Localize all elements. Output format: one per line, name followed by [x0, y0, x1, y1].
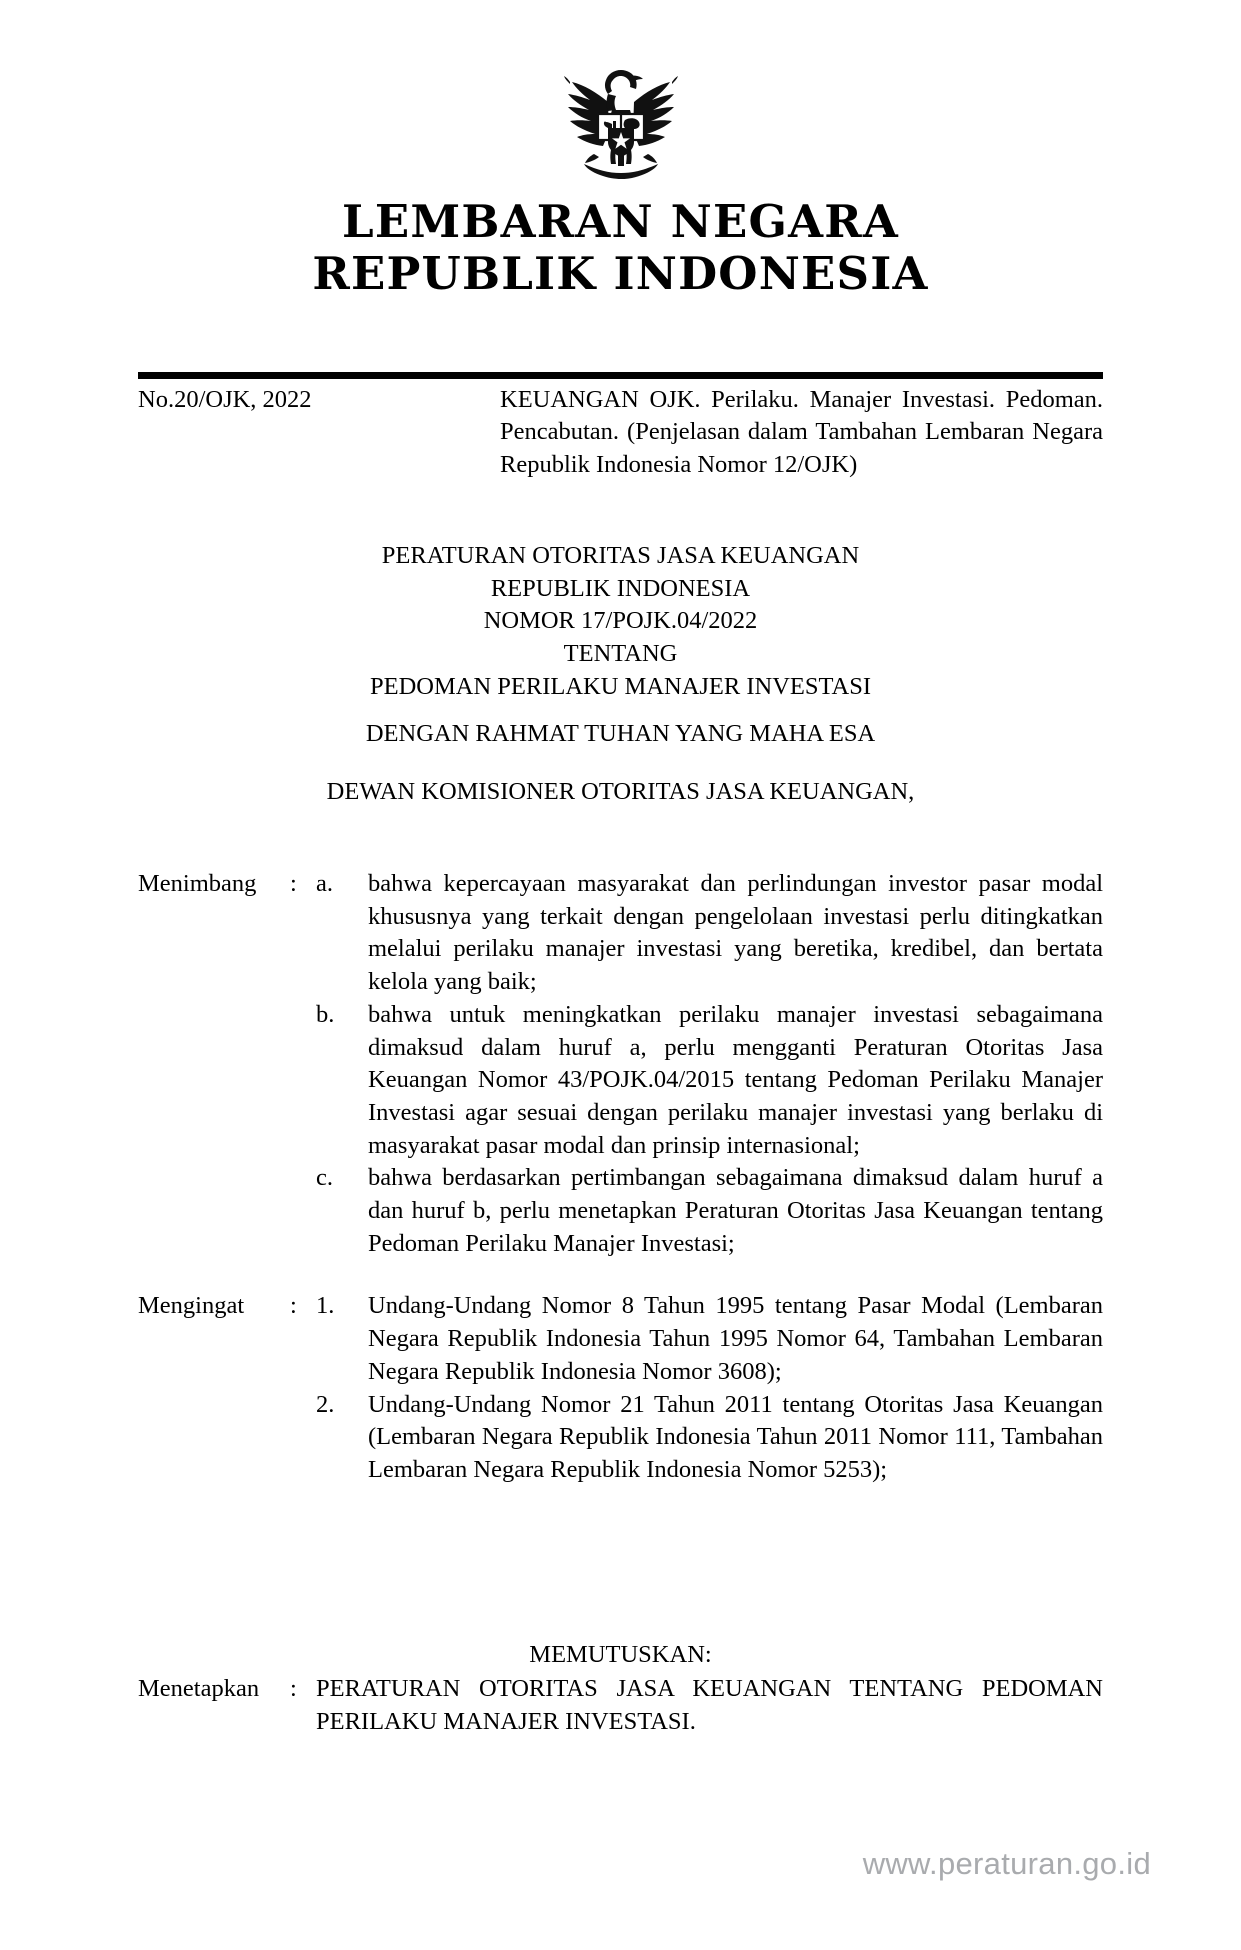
deciding-row: [138, 1673, 1103, 1738]
considering-item-a: [138, 868, 1103, 999]
considering-text-a: bahwa kepercayaan masyarakat dan perlindungan investor pasar modal khususnya yang terkait dengan pengelolaan investasi perlu ditingkatkan melalui perilaku manajer investasi yang beretika, kredibel, dan bertata kelola yang baik;: [368, 870, 1103, 996]
garuda-pancasila-emblem: [546, 58, 696, 183]
recalling-group: [138, 1290, 1103, 1486]
title-line-authority: PERATURAN OTORITAS JASA KEUANGAN: [381, 542, 860, 569]
considering-colon: :: [290, 870, 297, 897]
recalling-item-2: [138, 1389, 1103, 1487]
section-gap: [138, 1260, 1103, 1290]
footer-watermark: www.peraturan.go.id: [862, 1846, 1151, 1881]
title-line-number: NOMOR 17/POJK.04/2022: [483, 607, 758, 635]
deciding-label: Menetapkan: [138, 1675, 260, 1702]
regulation-title-block: [0, 540, 1241, 704]
considering-group: [138, 868, 1103, 1260]
masthead-line-lembaran-negara: LEMBARAN NEGARA: [342, 195, 899, 248]
gazette-header: [138, 384, 1103, 481]
considering-item-b: [138, 999, 1103, 1163]
masthead: [0, 196, 1241, 300]
deciding-heading: MEMUTUSKAN:: [529, 1641, 712, 1668]
recalling-colon: :: [290, 1292, 297, 1320]
council-line: DEWAN KOMISIONER OTORITAS JASA KEUANGAN,: [326, 778, 915, 805]
considering-item-c: [138, 1162, 1103, 1260]
recalling-text-1: Undang-Undang Nomor 8 Tahun 1995 tentang Pasar Modal (Lembaran Negara Republik Indonesia Tahun 1995 Nomor 64, Tambahan Lembaran Negara Republik Indonesia Nomor 3608);: [368, 1292, 1103, 1385]
considering-text-b: bahwa untuk meningkatkan perilaku manajer investasi sebagaimana dimaksud dalam huruf a, perlu mengganti Peraturan Otoritas Jasa Keuangan Nomor 43/POJK.04/2015 tentang Pedoman Perilaku Manajer Investasi agar sesuai dengan perilaku manajer investasi yang berlaku di masyarakat pasar modal dan prinsip internasional;: [368, 1000, 1103, 1159]
considering-marker-b: b.: [316, 1000, 335, 1028]
gazette-subject: KEUANGAN OJK. Perilaku. Manajer Investasi. Pedoman. Pencabutan. (Penjelasan dalam Tambahan Lembaran Negara Republik Indonesia Nomor 12/OJK): [500, 386, 1103, 478]
header-divider: [138, 372, 1103, 379]
recalling-marker-2: 2.: [316, 1390, 335, 1418]
emblem-container: [0, 58, 1241, 188]
deciding-text: PERATURAN OTORITAS JASA KEUANGAN TENTANG PEDOMAN PERILAKU MANAJER INVESTASI.: [316, 1675, 1103, 1735]
recalling-marker-1: 1.: [316, 1292, 335, 1320]
clauses-section: [138, 868, 1103, 1487]
gazette-number: No.20/OJK, 2022: [138, 386, 312, 413]
title-line-subject: PEDOMAN PERILAKU MANAJER INVESTASI: [370, 672, 871, 700]
masthead-line-republik-indonesia: REPUBLIK INDONESIA: [312, 247, 929, 301]
recalling-item-1: [138, 1290, 1103, 1388]
considering-label: Menimbang: [138, 870, 257, 897]
deciding-colon: :: [290, 1675, 297, 1702]
recalling-text-2: Undang-Undang Nomor 21 Tahun 2011 tentang Otoritas Jasa Keuangan (Lembaran Negara Republik Indonesia Tahun 2011 Nomor 111, Tambahan Lembaran Negara Republik Indonesia Nomor 5253);: [368, 1390, 1103, 1483]
recalling-label: Mengingat: [138, 1292, 245, 1320]
title-line-about: TENTANG: [563, 640, 678, 668]
blessing-line: DENGAN RAHMAT TUHAN YANG MAHA ESA: [365, 720, 876, 747]
considering-marker-c: c.: [316, 1164, 333, 1192]
considering-marker-a: a.: [316, 870, 333, 897]
title-line-republic: REPUBLIK INDONESIA: [490, 574, 751, 602]
considering-text-c: bahwa berdasarkan pertimbangan sebagaimana dimaksud dalam huruf a dan huruf b, perlu menetapkan Peraturan Otoritas Jasa Keuangan tentang Pedoman Perilaku Manajer Investasi;: [368, 1164, 1103, 1257]
